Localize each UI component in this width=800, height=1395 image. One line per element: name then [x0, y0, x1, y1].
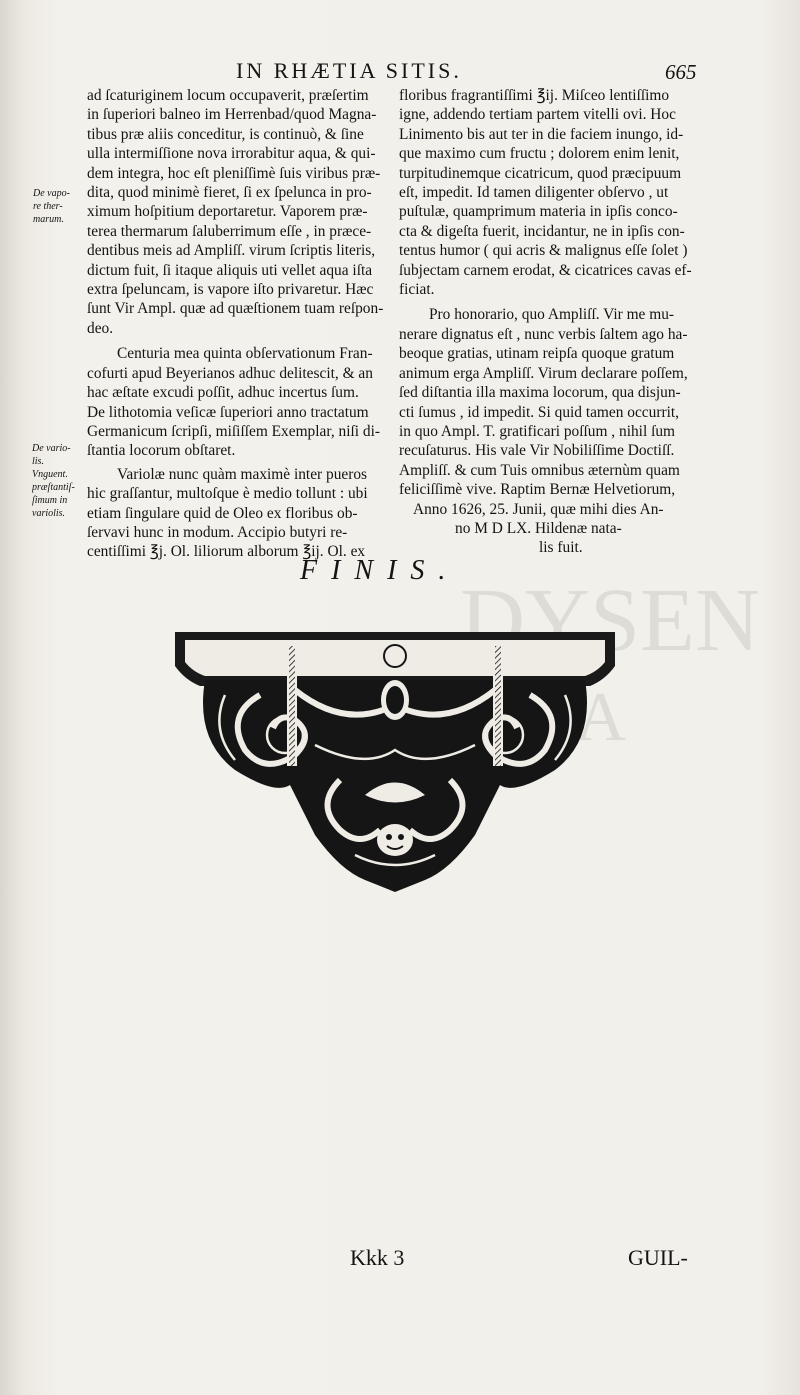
- text-line: extra ſpeluncam, is vapore iſto privaretur. Hæc: [87, 281, 374, 299]
- text-line: dita, quod minimè fieret, ſi ex ſpelunca in pro-: [87, 184, 372, 202]
- text-line: cta & digeſta fuerit, incidantur, ne in ipſis con-: [399, 222, 685, 240]
- text-line: feliciſſimè vive. Raptim Bernæ Helvetiorum,: [399, 481, 676, 499]
- text-line: cofurti apud Beyerianos adhuc delitescit, & an: [87, 364, 373, 382]
- text-line: recuſaturus. His vale Vir Nobiliſſime Doctiſſ.: [399, 442, 675, 460]
- marginal-line: lis.: [32, 456, 44, 467]
- text-line: dictum fuit, ſi itaque aliquis uti vellet aqua iſta: [87, 261, 373, 279]
- marginal-line: De vapo-: [33, 188, 70, 199]
- text-line: igne, addendo tertiam partem vitelli ovi. Hoc: [399, 106, 676, 124]
- text-line: in quo Ampl. T. gratificari poſſum , nihil ſum: [399, 422, 676, 440]
- text-line: Linimento bis aut ter in die faciem inungo, id-: [399, 125, 684, 143]
- text-line: Anno 1626, 25. Junii, quæ mihi dies An-: [413, 500, 664, 518]
- text-line: Germanicum ſcripſi, miſiſſem Exemplar, niſi di-: [87, 422, 381, 440]
- marginal-line: De vario-: [32, 443, 71, 454]
- tailpiece-ornament-icon: [165, 620, 625, 895]
- text-line: que maximo cum fructu ; dolorem enim lenit,: [399, 145, 680, 163]
- text-line: ſervavi hunc in modum. Accipio butyri re-: [87, 523, 348, 541]
- text-line: Centuria mea quinta obſervationum Fran-: [117, 345, 373, 363]
- text-line: ulla intermiſſione nova irrorabitur aqua, & qui-: [87, 145, 376, 163]
- text-line: terea thermarum ſaluberrimum eſſe , in præce-: [87, 222, 372, 240]
- text-line: puſtulæ, quamprimum materia in ipſis conco-: [399, 203, 678, 221]
- catchword: GUIL-: [628, 1245, 688, 1270]
- text-line: etiam ſingulare quid de Oleo ex floribus ob-: [87, 504, 358, 522]
- text-line: cti ſumus , id impedit. Si quid tamen occurrit,: [399, 403, 679, 421]
- text-line: turpitudinemque cicatricum, quod præcipuum: [399, 164, 682, 182]
- text-line: ſunt Vir Ampl. quæ ad quæſtionem tuam reſpon-: [87, 300, 384, 318]
- marginal-line: Vnguent.: [32, 469, 68, 480]
- text-line: beoque gratias, utinam reipſa quoque gratum: [399, 345, 675, 363]
- page-number: 665: [665, 60, 697, 84]
- marginal-note-variolis: [32, 442, 82, 520]
- marginal-line: marum.: [33, 214, 64, 225]
- marginal-line: ſimum in: [32, 495, 68, 506]
- text-line: tentus humor ( qui acris & malignus eſſe ſolet ): [399, 242, 688, 260]
- text-line: ficiat.: [399, 281, 435, 299]
- text-line: centiſſimi ℥j. Ol. liliorum alborum ℥ij. Ol. ex: [87, 543, 366, 561]
- marginal-line: re ther-: [33, 201, 63, 212]
- text-line: floribus fragrantiſſimi ℥ij. Miſceo lentiſſimo: [399, 87, 670, 104]
- text-line: Pro honorario, quo Ampliſſ. Vir me mu-: [429, 306, 675, 324]
- text-line: Ampliſſ. & cum Tuis omnibus æternùm quam: [399, 461, 680, 479]
- text-line: in ſuperiori balneo im Herrenbad/quod Magna-: [87, 106, 377, 124]
- text-line: eſt, impedit. Id tamen diligenter obſervo , ut: [399, 184, 669, 202]
- text-line: no M D LX. Hildenæ nata-: [455, 519, 622, 537]
- text-line: ximum hoſpitium deportaretur. Vaporem præ-: [87, 203, 368, 221]
- text-line: dentibus meis ad Ampliſſ. virum ſcriptis literis,: [87, 242, 376, 260]
- signature-mark: Kkk 3: [350, 1245, 405, 1270]
- marginal-line: præſtantiſ-: [32, 482, 75, 493]
- text-line: deo.: [87, 319, 114, 337]
- marginal-note-vapore: [33, 187, 83, 226]
- text-line: ad ſcaturiginem locum occupaverit, præſertim: [87, 87, 369, 104]
- text-line: nerare dignatus eſt , nunc verbis ſaltem ago ha-: [399, 325, 688, 343]
- text-line: ſed diſtantia illa maxima locorum, qua disjun-: [399, 384, 681, 402]
- text-line: lis fuit.: [539, 539, 583, 557]
- marginal-line: variolis.: [32, 508, 66, 519]
- finis-heading: FINIS.: [300, 555, 460, 586]
- text-line: Variolæ nunc quàm maximè inter pueros: [117, 465, 368, 483]
- text-line: ſubjectam carnem erodat, & cicatrices cavas ef-: [399, 261, 692, 279]
- text-line: hic graſſantur, multoſque è medio tollunt : ubi: [87, 485, 368, 503]
- svg-text:DYSEN: DYSEN: [460, 571, 761, 670]
- text-line: De lithotomia veſicæ ſuperiori anno tractatum: [87, 403, 369, 421]
- text-line: animum erga Ampliſſ. Virum declarare poſſem,: [399, 364, 688, 382]
- text-line: ſtantia locorum obſtaret.: [87, 442, 236, 460]
- text-line: dem integra, hoc eſt pleniſſimè ſuis viribus præ-: [87, 164, 381, 182]
- left-column: [87, 86, 385, 562]
- text-line: tibus præ aliis conceditur, is continuò, & ſine: [87, 125, 364, 143]
- right-column: [399, 86, 709, 558]
- running-head: IN RHÆTIA SITIS.: [236, 58, 462, 83]
- text-line: hac æſtate excudi poſſit, adhuc incertus ſum.: [87, 384, 359, 402]
